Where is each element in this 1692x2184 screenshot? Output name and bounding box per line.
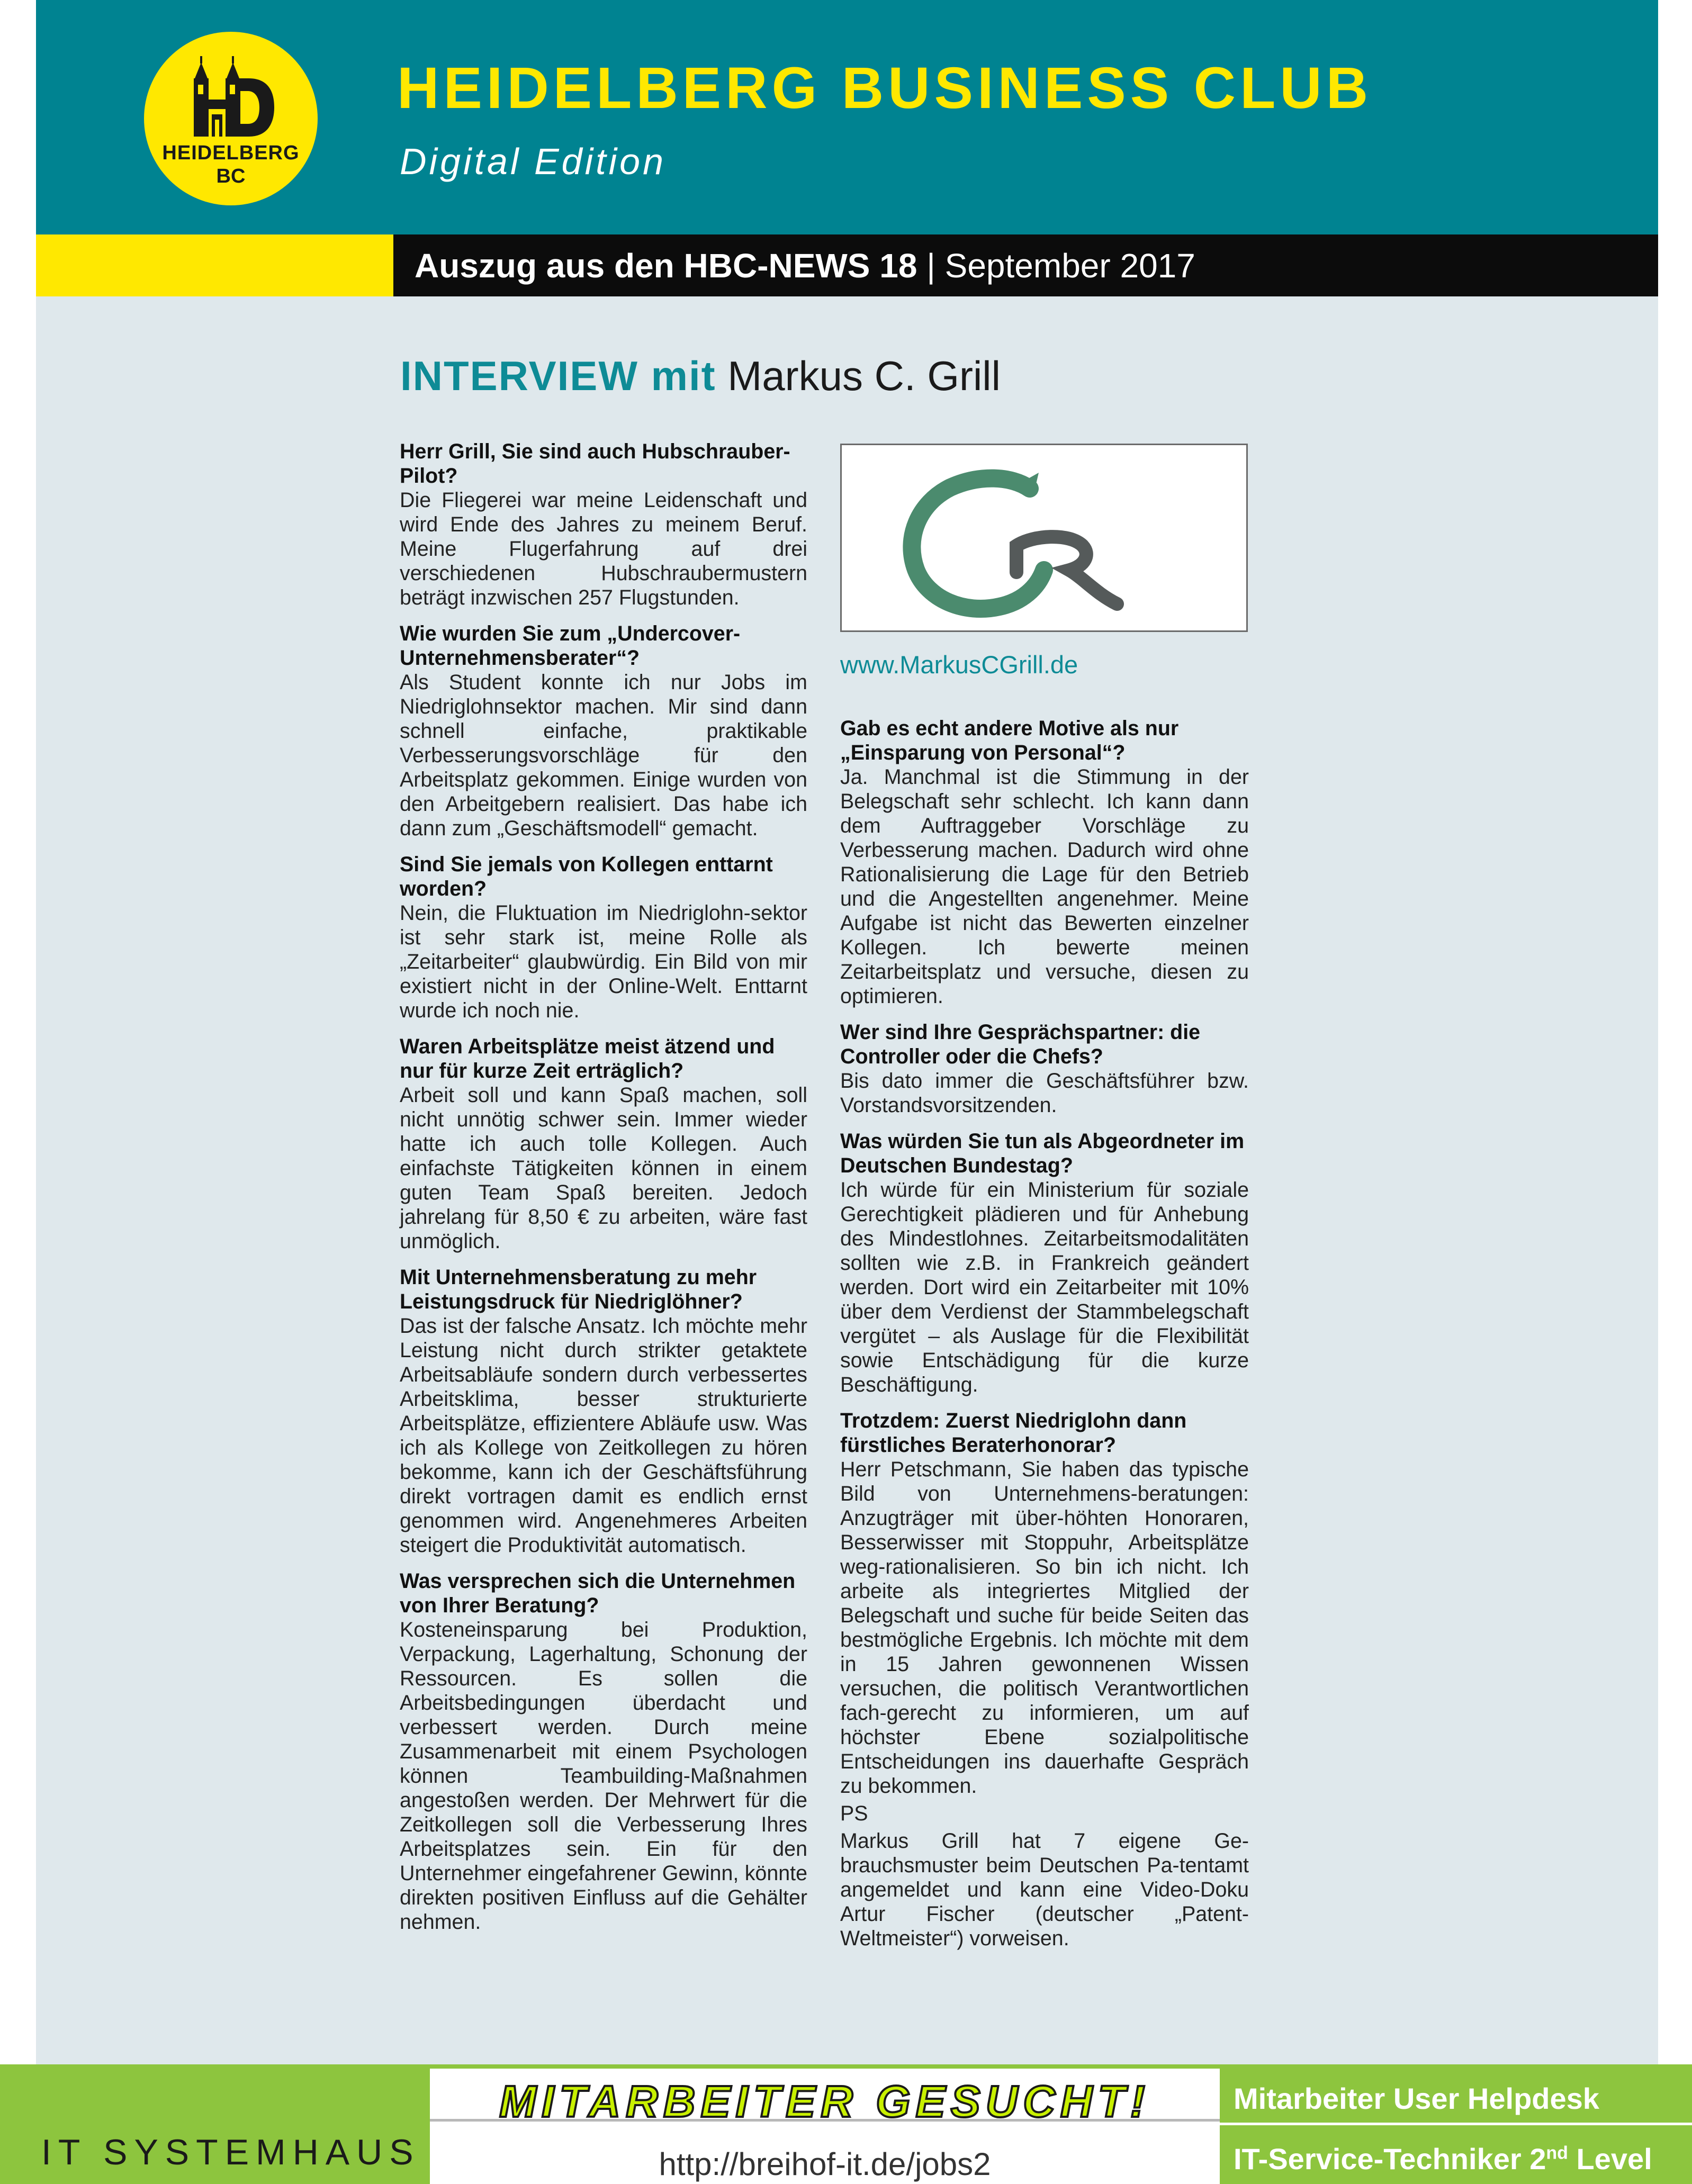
answer: Arbeit soll und kann Spaß machen, soll nicht unnötig schwer sein. Immer wieder hatte ich auch tolle Kollegen. Auch einfachste Tätigkeiten können in einem guten Team Spaß bereiten. Jedoch jahrelang für 8,50 € zu arbeiten, wäre fast unmöglich. bbox=[400, 1084, 807, 1253]
question: Trotzdem: Zuerst Niedriglohn dann fürstliches Beraterhonorar? bbox=[840, 1409, 1187, 1457]
hiring-headline: MITARBEITER GESUCHT! bbox=[499, 2077, 1150, 2126]
answer: Kosteneinsparung bei Produktion, Verpackung, Lagerhaltung, Schonung der Ressourcen. Es sollen die Arbeitsbedingungen überdacht und verbessert werden. Durch meine Zusammenarbeit mit einem Psychologen können Teambuilding-Maßnahmen angestoßen werden. Der Mehrwert für die Zeitkollegen soll die Verbesserung Ihres Arbeitsplatzes sein. Ein für den Unternehmer eingefahrener Gewinn, könnte direkten positiven Einfluss auf die Gehälter nehmen. bbox=[400, 1618, 807, 1934]
question: Was würden Sie tun als Abgeordneter im Deutschen Bundestag? bbox=[840, 1130, 1245, 1177]
logo-city-text: HEIDELBERG bbox=[162, 142, 300, 164]
ps-label: PS bbox=[840, 1802, 868, 1825]
answer: Herr Petschmann, Sie haben das typische Bild von Unternehmens-beratungen: Anzugträger mit über-höhten Honoraren, Besserwisser mit Stoppuhr, Arbeitsplätze weg-rationalisieren. So bin ich nicht. Ich arbeite als integriertes Mitglied der Belegschaft und suche für beide Seiten das bestmögliche Ergebnis. Ich möchte mit dem in 15 Jahren gewonnenen Wissen versuchen, die politisch Verantwortlichen fach-gerecht zu informieren, um auf höchster Ebene sozialpolitische Entscheidungen ins dauerhafte Gespräch zu bekommen. bbox=[840, 1458, 1249, 1798]
answer: Das ist der falsche Ansatz. Ich möchte mehr Leistung nicht durch strikter getaktete Arbeitsabläufe sondern durch verbessertes Arbeitsklima, besser strukturierte Arbeitsplätze, effizientere Abläufe usw. Was ich als Kollege von Zeitkollegen zu hören bekomme, kann ich der Geschäftsführung direkt vortragen damit es endlich ernst genommen wird. Angenehmeres Arbeiten steigert die Produktivität automatisch. bbox=[400, 1314, 807, 1557]
castle-hd-icon bbox=[185, 47, 276, 142]
answer: Nein, die Fluktuation im Niedriglohn-sektor ist sehr stark ist, meine Rolle als „Zeitarbeiter“ glaubwürdig. Ein Bild von mir existiert nicht in der Online-Welt. Enttarnt wurde ich noch nie. bbox=[400, 901, 807, 1022]
interview-title-name: Markus C. Grill bbox=[727, 353, 1001, 399]
job2-sup: nd bbox=[1546, 2143, 1568, 2163]
question: Wer sind Ihre Gesprächspartner: die Controller oder die Chefs? bbox=[840, 1021, 1201, 1068]
job-listing-helpdesk[interactable]: Mitarbeiter User Helpdesk bbox=[1234, 2082, 1599, 2115]
gr-logo-icon bbox=[842, 445, 1246, 630]
yellow-accent-bar bbox=[36, 234, 393, 296]
job2-end: Level bbox=[1568, 2142, 1652, 2176]
answer: Bis dato immer die Geschäftsführer bzw. Vorstandsvorsitzenden. bbox=[840, 1069, 1249, 1117]
job2-main: IT-Service-Techniker 2 bbox=[1234, 2142, 1546, 2176]
question: Gab es echt andere Motive als nur „Einsparung von Personal“? bbox=[840, 717, 1179, 764]
right-column bbox=[840, 716, 1249, 1962]
question: Wie wurden Sie zum „Undercover-Unternehmensberater“? bbox=[400, 622, 741, 670]
company-name: IT SYSTEMHAUS bbox=[41, 2132, 420, 2172]
answer: Ja. Manchmal ist die Stimmung in der Belegschaft sehr schlecht. Ich kann dann dem Auftraggeber Vorschläge zu Verbesserung machen. Dadurch wird ohne Rationalisierung die Lage für den Betrieb und die Angestellten angenehmer. Meine Aufgabe ist nicht das Bewerten einzelner Kollegen. Ich bewerte meinen Zeitarbeitsplatz und versuche, diesen zu optimieren. bbox=[840, 765, 1249, 1008]
question: Sind Sie jemals von Kollegen enttarnt worden? bbox=[400, 853, 773, 900]
club-title: HEIDELBERG BUSINESS CLUB bbox=[397, 56, 1373, 121]
question: Herr Grill, Sie sind auch Hubschrauber-Pilot? bbox=[400, 440, 790, 488]
question: Mit Unternehmensberatung zu mehr Leistungsdruck für Niedriglöhner? bbox=[400, 1266, 757, 1313]
left-column bbox=[400, 439, 807, 1946]
job-divider bbox=[1220, 2123, 1692, 2125]
issue-separator: | bbox=[917, 247, 945, 285]
answer: Ich würde für ein Ministerium für soziale Gerechtigkeit plädieren und für Anhebung des Mindestlohnes. Zeitarbeitsmodalitäten sollten wie z.B. in Frankreich geändert werden. Dort wird ein Zeitarbeiter mit 10% über dem Verdienst der Stammbelegschaft vergütet – als Auslage für die Flexibilität sowie Entschädigung für die kurze Beschäftigung. bbox=[840, 1178, 1249, 1396]
edition-subtitle: Digital Edition bbox=[400, 141, 666, 182]
ps-text: Markus Grill hat 7 eigene Ge-brauchsmuster beim Deutschen Pa-tentamt angemeldet und kann eine Video-Doku Artur Fischer (deutscher „Patent-Weltmeister“) vorweisen. bbox=[840, 1829, 1249, 1950]
interview-title bbox=[400, 349, 1001, 402]
issue-line bbox=[415, 245, 1195, 287]
answer: Die Fliegerei war meine Leidenschaft und wird Ende des Jahres zu meinem Beruf. Meine Flugerfahrung auf drei verschiedenen Hubschraubermustern beträgt inzwischen 257 Flugstunden. bbox=[400, 489, 807, 609]
logo-bc-text: BC bbox=[216, 165, 246, 187]
question: Was versprechen sich die Unternehmen von Ihrer Beratung? bbox=[400, 1569, 796, 1617]
interview-title-prefix: INTERVIEW mit bbox=[400, 353, 716, 399]
issue-date: September 2017 bbox=[944, 247, 1195, 285]
answer: Als Student konnte ich nur Jobs im Niedriglohnsektor machen. Mir sind dann schnell einfache, praktikable Verbesserungsvorschläge für den Arbeitsplatz gekommen. Einige wurden von den Arbeitgebern realisiert. Das habe ich dann zum „Geschäftsmodell“ gemacht. bbox=[400, 671, 807, 840]
question: Waren Arbeitsplätze meist ätzend und nur für kurze Zeit erträglich? bbox=[400, 1035, 775, 1082]
jobs-url[interactable]: http://breihof-it.de/jobs2 bbox=[659, 2146, 991, 2182]
hbc-logo bbox=[144, 32, 318, 205]
issue-name: Auszug aus den HBC-NEWS 18 bbox=[415, 247, 917, 285]
grill-logo-box bbox=[840, 444, 1248, 632]
website-link[interactable]: www.MarkusCGrill.de bbox=[840, 651, 1078, 679]
job-listing-technician[interactable] bbox=[1234, 2142, 1652, 2176]
